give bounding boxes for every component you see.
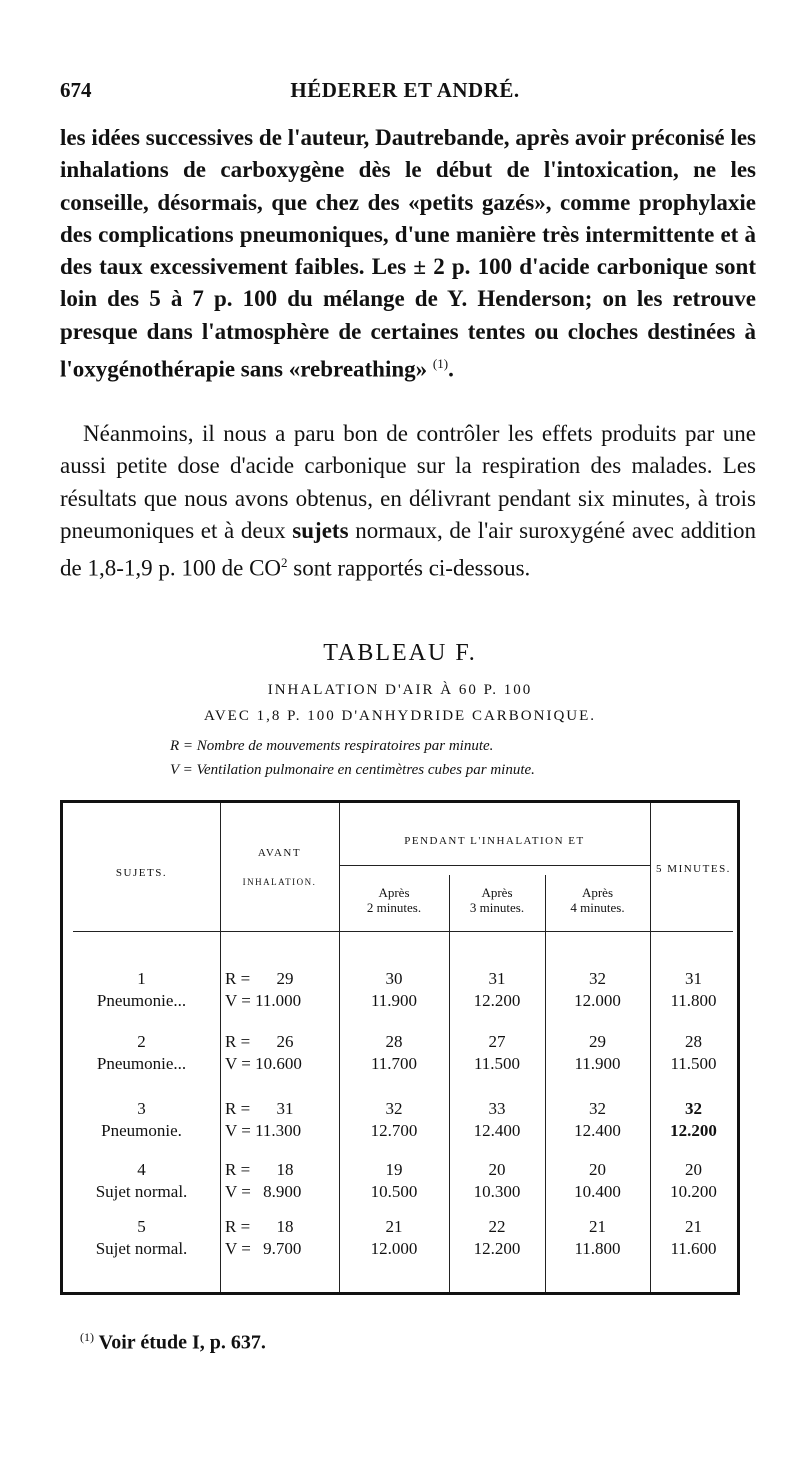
v-label: V = (225, 1182, 256, 1201)
r-label: R = (225, 1160, 255, 1179)
r-avant (225, 1159, 335, 1181)
v-cell: 12.400 (574, 1121, 621, 1140)
row-5-after-2 (339, 1216, 449, 1260)
table-row-1-avant (225, 968, 335, 1012)
v-cell: 12.200 (670, 1121, 717, 1140)
running-title: HÉDERER ET ANDRÉ. (290, 78, 520, 102)
v-cell: 12.000 (574, 991, 621, 1010)
v-cell: 11.800 (670, 991, 717, 1010)
v-cell: 12.700 (370, 1121, 418, 1140)
r-avant (225, 1098, 335, 1120)
table-row-4-subject (63, 1159, 220, 1203)
v-cell: 10.400 (574, 1182, 621, 1201)
v-value: 9.700 (263, 1239, 302, 1258)
r-avant (225, 1031, 335, 1053)
r-value: 31 (276, 1099, 294, 1118)
v-value: 8.900 (263, 1182, 302, 1201)
paragraph-2-text-c: normaux, de l'air suroxygéné avec addition de 1,8-1,9 p. 100 de CO (60, 517, 757, 581)
footnote-text: Voir étude I, p. 637. (98, 1331, 266, 1354)
v-cell: 11.900 (574, 1054, 621, 1073)
r-cell: 22 (488, 1217, 506, 1236)
table-row-1-subject (63, 968, 220, 1012)
table-row-5-avant (225, 1216, 335, 1260)
v-value: 10.600 (255, 1054, 302, 1073)
paragraph-2-text-a: Néanmoins, il nous a paru bon de contrôler les effets produits par une aussi petite dose d'acide carbonique sur la respiration des malades. Les résultats que nous avons obtenus, en délivrant pendant six minutes, à trois pneumoniques et à deux (60, 421, 756, 543)
r-cell: 31 (488, 969, 506, 988)
paragraph-1 (60, 122, 756, 386)
page-header (60, 78, 750, 106)
header-after-2-line1: Après (378, 885, 410, 900)
v-cell: 11.900 (370, 991, 418, 1010)
r-cell: 30 (385, 969, 403, 988)
row-number: 4 (137, 1160, 146, 1179)
row-2-after-3 (449, 1031, 545, 1075)
paragraph-1-end: . (448, 356, 454, 382)
header-rule (73, 931, 733, 932)
header-after-3-line2: 3 minutes. (469, 900, 525, 915)
row-label: Sujet normal. (95, 1182, 188, 1201)
row-2-after-5 (650, 1031, 737, 1075)
table-row-3-avant (225, 1098, 335, 1142)
r-cell: 20 (488, 1160, 506, 1179)
row-3-after-2 (339, 1098, 449, 1142)
row-2-after-2 (339, 1031, 449, 1075)
r-avant (225, 968, 335, 990)
paragraph-2-text-d: sont rapportés ci-dessous. (287, 555, 531, 581)
r-label: R = (225, 1099, 255, 1118)
v-value: 11.000 (255, 991, 302, 1010)
r-cell: 20 (589, 1160, 606, 1179)
row-1-after-2 (339, 968, 449, 1012)
legend-v: V = Ventilation pulmonaire en centimètres cubes par minute. (170, 762, 535, 778)
row-number: 3 (137, 1099, 146, 1118)
r-cell: 21 (385, 1217, 403, 1236)
table-row-3-subject (63, 1098, 220, 1142)
r-label: R = (225, 969, 255, 988)
v-label: V = (225, 1239, 256, 1258)
paragraph-2 (60, 418, 756, 585)
row-5-after-4 (545, 1216, 650, 1260)
v-value: 11.300 (255, 1121, 302, 1140)
footnote-marker: (1) (80, 1330, 94, 1344)
v-avant (225, 1181, 335, 1203)
table-row-5-subject (63, 1216, 220, 1260)
header-avant: AVANT (257, 847, 302, 859)
r-cell: 32 (589, 1099, 606, 1118)
row-4-after-3 (449, 1159, 545, 1203)
row-number: 1 (137, 969, 146, 988)
r-cell: 20 (685, 1160, 702, 1179)
row-3-after-3 (449, 1098, 545, 1142)
header-after-3-line1: Après (481, 885, 513, 900)
header-after-4 (545, 885, 650, 915)
v-label: V = (225, 1121, 256, 1140)
v-avant (225, 1120, 335, 1142)
row-4-after-5 (650, 1159, 737, 1203)
row-label: Pneumonie... (96, 1054, 187, 1073)
r-cell: 29 (589, 1032, 606, 1051)
r-value: 29 (276, 969, 294, 988)
row-number: 5 (137, 1217, 146, 1236)
row-3-after-5 (650, 1098, 737, 1142)
r-avant (225, 1216, 335, 1238)
v-cell: 11.500 (670, 1054, 717, 1073)
r-value: 26 (276, 1032, 294, 1051)
legend-r: R = Nombre de mouvements respiratoires par minute. (170, 738, 494, 754)
r-label: R = (225, 1217, 255, 1236)
v-cell: 11.700 (370, 1054, 418, 1073)
footnote (80, 1330, 266, 1355)
row-3-after-4 (545, 1098, 650, 1142)
footnote-reference: (1) (432, 356, 449, 372)
r-value: 18 (276, 1160, 294, 1179)
header-after-3 (449, 885, 545, 915)
co2-superscript: 2 (281, 555, 288, 571)
v-cell: 11.800 (574, 1239, 621, 1258)
header-sujets: SUJETS. (115, 867, 168, 879)
v-cell: 10.200 (670, 1182, 717, 1201)
v-label: V = (225, 991, 256, 1010)
v-cell: 12.200 (473, 991, 521, 1010)
r-value: 18 (276, 1217, 294, 1236)
v-cell: 11.600 (670, 1239, 717, 1258)
row-4-after-4 (545, 1159, 650, 1203)
row-5-after-5 (650, 1216, 737, 1260)
r-cell: 28 (685, 1032, 702, 1051)
v-cell: 12.200 (473, 1239, 521, 1258)
row-label: Sujet normal. (95, 1239, 188, 1258)
row-label: Pneumonie... (96, 991, 187, 1010)
header-after-4-line2: 4 minutes. (570, 900, 625, 915)
r-cell: 21 (589, 1217, 606, 1236)
header-inhalation: INHALATION. (242, 877, 317, 887)
v-cell: 12.000 (370, 1239, 418, 1258)
r-cell: 27 (488, 1032, 506, 1051)
table-subtitle-2: AVEC 1,8 P. 100 D'ANHYDRIDE CARBONIQUE. (203, 708, 597, 724)
v-cell: 10.300 (473, 1182, 521, 1201)
v-cell: 11.500 (473, 1054, 521, 1073)
table-row-2-avant (225, 1031, 335, 1075)
table-title: TABLEAU F. (323, 640, 477, 666)
row-1-after-3 (449, 968, 545, 1012)
v-label: V = (225, 1054, 256, 1073)
r-cell: 32 (385, 1099, 403, 1118)
header-pendant: PENDANT L'INHALATION ET (404, 835, 585, 847)
r-label: R = (225, 1032, 255, 1051)
table-row-4-avant (225, 1159, 335, 1203)
paragraph-2-text-b: sujets (292, 517, 349, 543)
r-cell: 32 (685, 1099, 702, 1118)
v-avant (225, 1053, 335, 1075)
r-cell: 21 (685, 1217, 702, 1236)
r-cell: 19 (385, 1160, 403, 1179)
v-cell: 12.400 (473, 1121, 521, 1140)
table-row-2-subject (63, 1031, 220, 1075)
v-cell: 10.500 (370, 1182, 418, 1201)
data-table (60, 800, 740, 1295)
r-cell: 33 (488, 1099, 506, 1118)
header-after-2 (339, 885, 449, 915)
header-5-minutes: 5 MINUTES. (656, 863, 731, 875)
paragraph-1-text: les idées successives de l'auteur, Dautrebande, après avoir préconisé les inhalations de carboxygène dès le début de l'intoxication, ne les conseille, désormais, que chez des «petits gazés», comme prophylaxie des complications pneumoniques, d'une manière très intermittente et à des taux excessivement faibles. Les ± 2 p. 100 d'acide carbonique sont loin des 5 à 7 p. 100 du mélange de Y. Henderson; on les retrouve presque dans l'atmosphère de certaines tentes ou cloches destinées à l'oxygénothérapie sans «rebreathing» (60, 125, 756, 382)
row-number: 2 (137, 1032, 146, 1051)
row-5-after-3 (449, 1216, 545, 1260)
v-avant (225, 1238, 335, 1260)
r-cell: 31 (685, 969, 702, 988)
row-1-after-4 (545, 968, 650, 1012)
r-cell: 32 (589, 969, 606, 988)
header-after-2-line2: 2 minutes. (366, 900, 422, 915)
v-avant (225, 990, 335, 1012)
table-subtitle-1: INHALATION D'AIR À 60 P. 100 (267, 682, 533, 698)
row-4-after-2 (339, 1159, 449, 1203)
page-number: 674 (60, 78, 92, 102)
r-cell: 28 (385, 1032, 403, 1051)
header-after-4-line1: Après (581, 885, 614, 900)
row-label: Pneumonie. (101, 1121, 182, 1140)
row-1-after-5 (650, 968, 737, 1012)
pendant-underline (339, 865, 650, 866)
row-2-after-4 (545, 1031, 650, 1075)
